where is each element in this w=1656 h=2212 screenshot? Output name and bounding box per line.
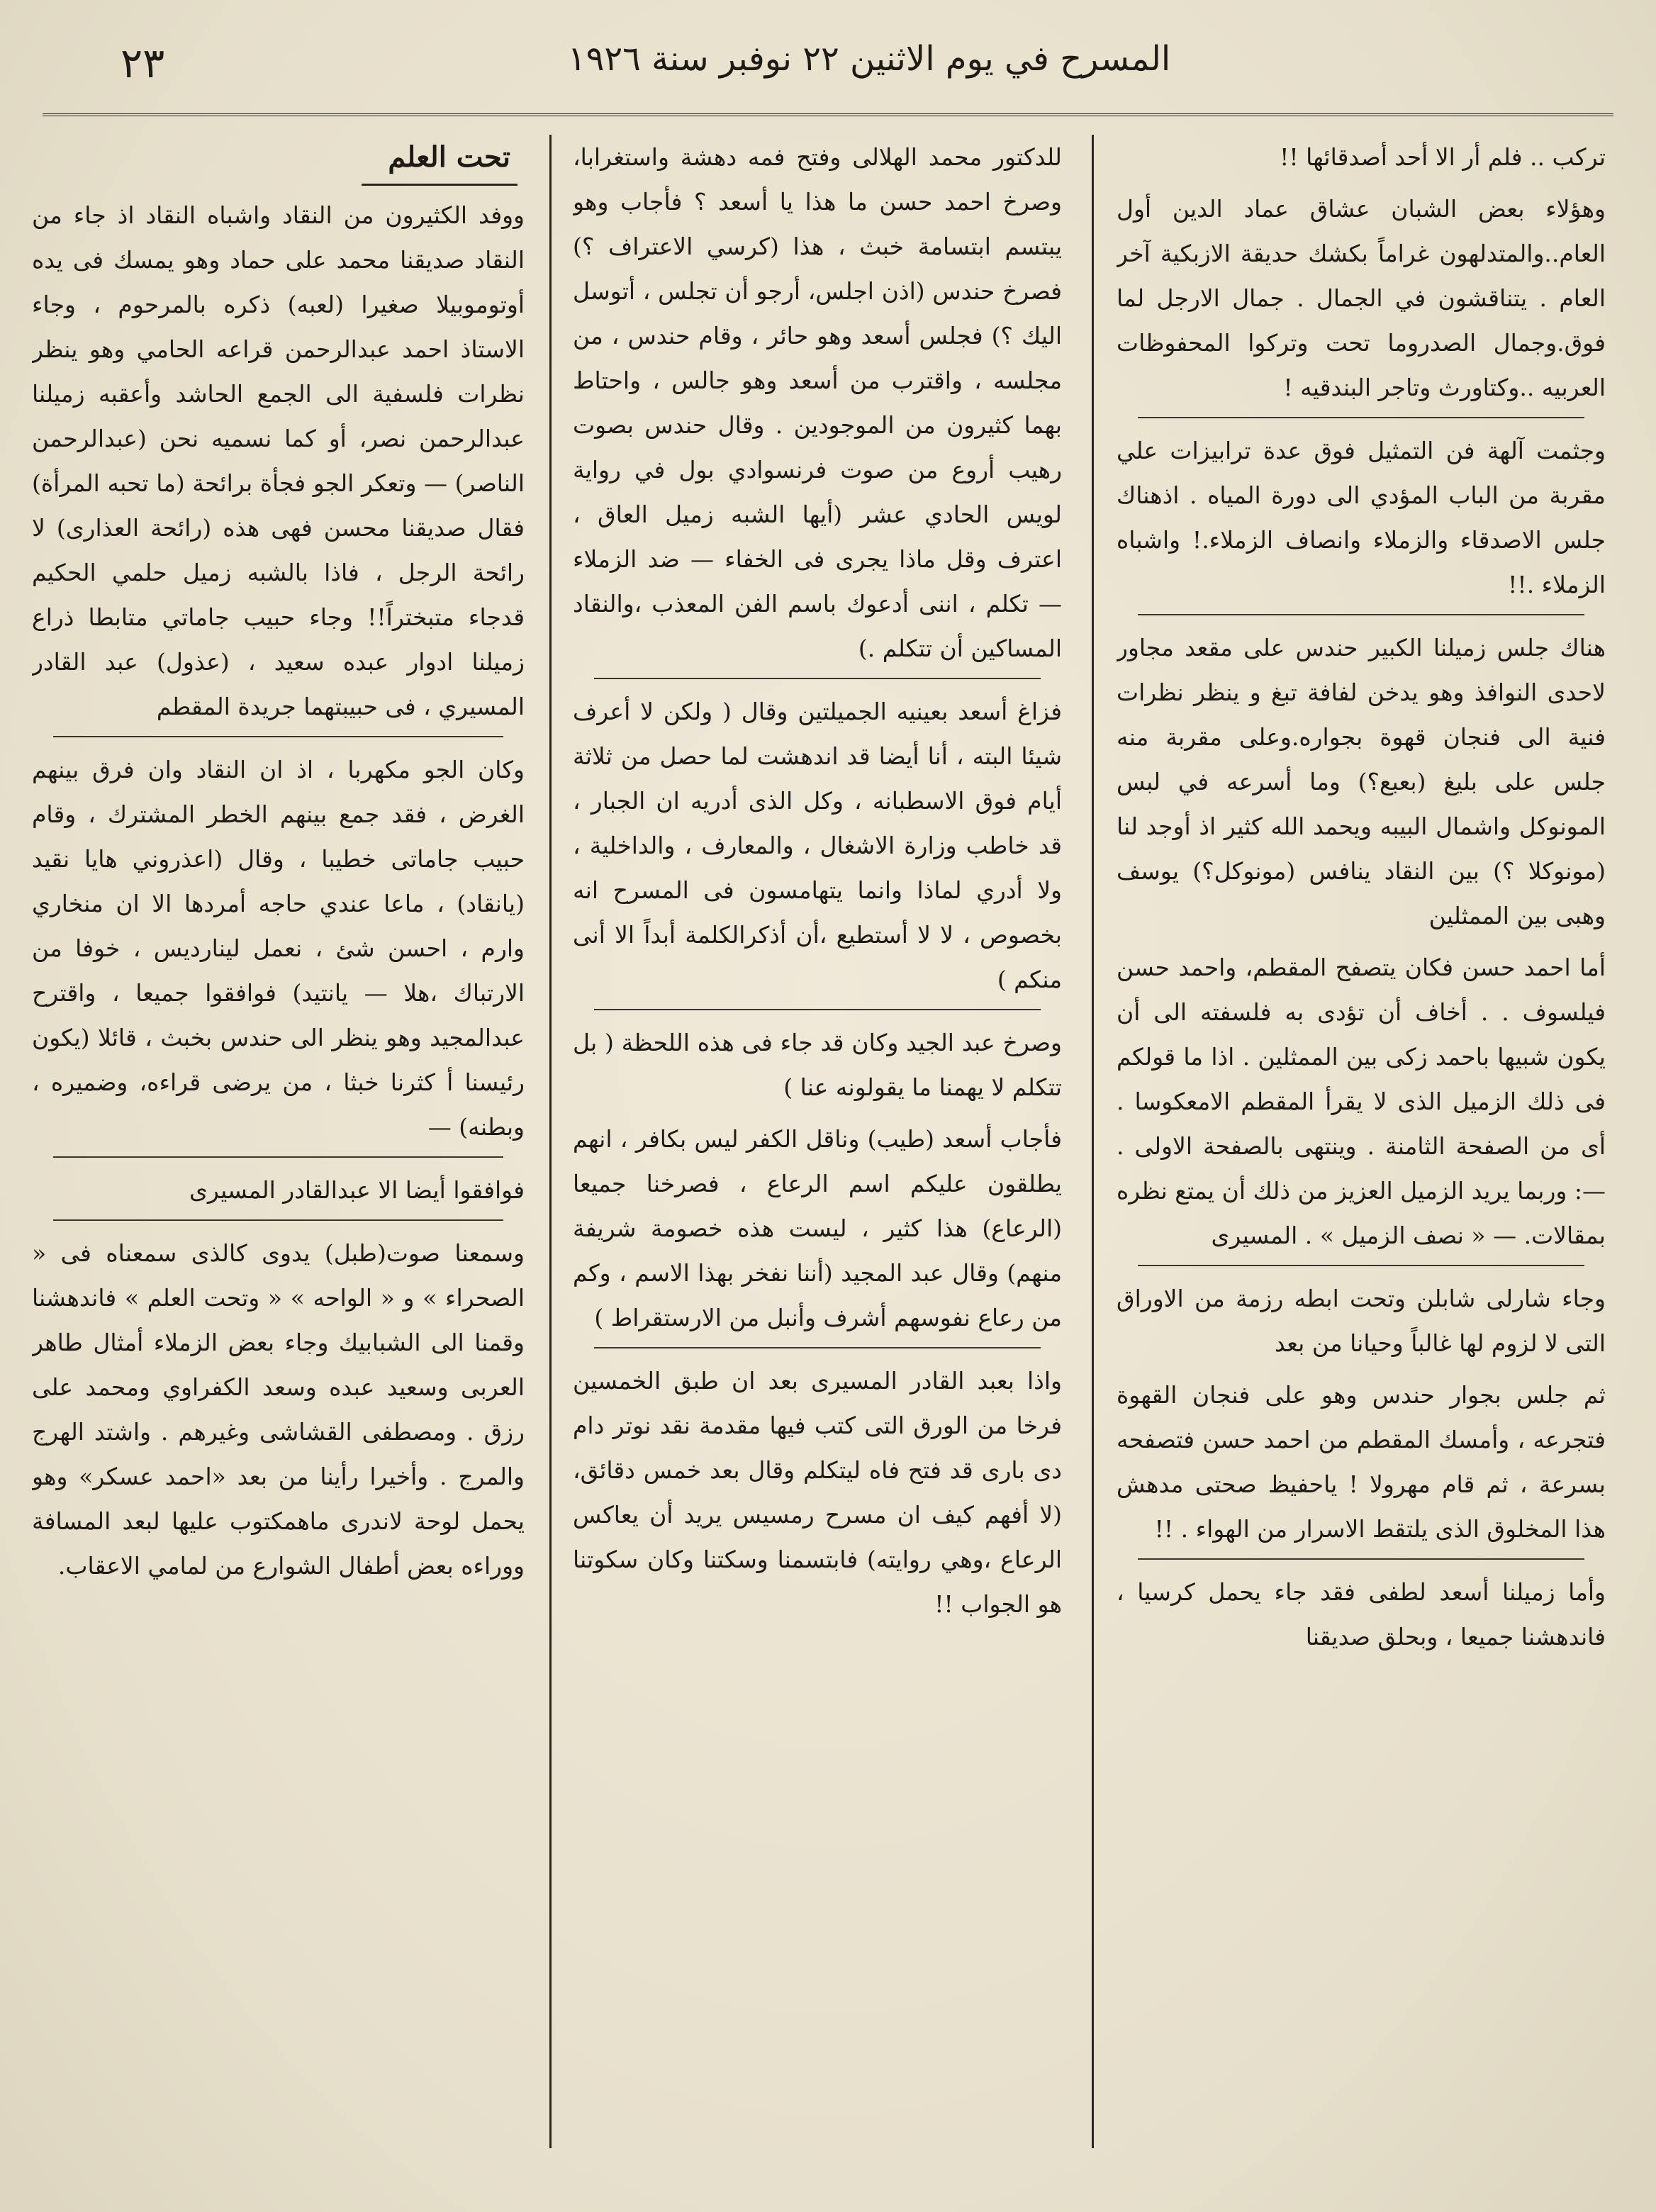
paragraph-separator [53,1156,503,1158]
paragraph-separator [594,1009,1041,1010]
paragraph: أما احمد حسن فكان يتصفح المقطم، واحمد حسن فيلسوف . . أخاف أن تؤدى به فلسفته الى أن يكون شبيها باحمد زكى بين الممثلين . اذا ما قولكم فى ذلك الزميل الذى لا يقرأ المقطم الامعكوسا . أى من الصفحة الثامنة . وينتهى بالصفحة الاولى .—: وربما يريد الزميل العزيز من ذلك أن يمتع نظره بمقالات. — « نصف الزميل » . المسيرى [1117,954,1606,1249]
column-left [32,135,525,2177]
section-title: تحت العلم [388,140,510,174]
page-number: ٢٣ [121,39,165,87]
paragraph: فزاغ أسعد بعينيه الجميلتين وقال ( ولكن لا أعرف شيئا البته ، أنا أيضا قد اندهشت لما حصل من ثلاثة أيام فوق الاسطبانه ، وكل الذى أدريه ان الجبار ، قد خاطب وزارة الاشغال ، والمعارف ، والداخلية ، ولا أدري لماذا وانما يتهامسون فى المسرح انه بخصوص ، لا لا أستطيع ،أن أذكرالكلمة أبداً الا أنى منكم ) [573,698,1062,993]
column-divider-left [549,135,552,2148]
column-divider-right [1092,135,1094,2148]
paragraph: فأجاب أسعد (طيب) وناقل الكفر ليس بكافر ، انهم يطلقون عليكم اسم الرعاع ، فصرخنا جميعا (الرعاع) هذا كثير ، ليست هذه خصومة شريفة منهم) وقال عبد المجيد (أننا نفخر بهذا الاسم ، وكم من رعاع نفوسهم أشرف وأنبل من الارستقراط ) [573,1125,1062,1331]
paragraph: وسمعنا صوت(طبل) يدوى كالذى سمعناه فى « الصحراء » و « الواحه » « وتحت العلم » فاندهشنا وقمنا الى الشبابيك وجاء بعض الزملاء أمثال طاهر العربى وسعيد عبده وسعد الكفراوي ومحمد على رزق . ومصطفى القشاشى وغيرهم . واشتد الهرج والمرج . وأخيرا رأينا من بعد «احمد عسكر» وهو يحمل لوحة لاندرى ماهمكتوب عليها لبعد المسافة ووراءه بعض أطفال الشوارع من لمامي الاعقاب. [32,1239,525,1580]
paragraph-separator [594,678,1041,679]
section-title-underline [362,184,518,186]
paragraph: وكان الجو مكهربا ، اذ ان النقاد وان فرق بينهم الغرض ، فقد جمع بينهم الخطر المشترك ، وقام حبيب جاماتى خطيبا ، وقال (اعذروني هايا نقيد (يانقاد) ، ماعا عندي حاجه أمردها الا ان منخاري وارم ، احسن شئ ، نعمل لينارديس ، خوفا من الارتباك ،هلا — يانتيد) فوافقوا جميعا ، واقترح عبدالمجيد وهو ينظر الى حندس بخبث ، قائلا (يكون رئيسنا أ كثرنا خبثا ، من يرضى قراءه، وضميره ، وبطنه) — [32,756,525,1141]
paragraph: تركب .. فلم أر الا أحد أصدقائها !! [1280,143,1606,171]
paragraph: وأما زميلنا أسعد لطفى فقد جاء يحمل كرسيا ، فاندهشنا جميعا ، وبحلق صديقنا [1117,1578,1606,1650]
paragraph: وهؤلاء بعض الشبان عشاق عماد الدين أول العام..والمتدلهون غراماً بكشك حديقة الازبكية آخر العام . يتناقشون في الجمال . جمال الارجل لما فوق.وجمال الصدروما تحت وتركوا المحفوظات العربيه ..وكتاورث وتاجر البندقيه ! [1117,195,1606,401]
column-right [1117,135,1606,2177]
header-title: المسرح في يوم الاثنين ٢٢ نوفبر سنة ١٩٢٦ [567,39,1171,79]
paragraph-separator [1138,1558,1584,1560]
page-header [43,39,1613,110]
paragraph-separator [1138,614,1584,615]
paragraph: ووفد الكثيرون من النقاد واشباه النقاد اذ جاء من النقاد صديقنا محمد على حماد وهو يمسك فى يده أوتوموبيلا صغيرا (لعبه) ذكره بالمرحوم ، وجاء الاستاذ احمد عبدالرحمن قراعه الحامي وهو ينظر نظرات فلسفية الى الجمع الحاشد وأعقبه زميلنا عبدالرحمن نصر، أو كما نسميه نحن (عبدالرحمن الناصر) — وتعكر الجو فجأة برائحة (ما تحبه المرأة) فقال صديقنا محسن فهى هذه (رائحة العذارى) لا رائحة الرجل ، فاذا بالشبه زميل حلمي الحكيم قدجاء متبختراً!! وجاء حبيب جاماتي متابطا ذراع زميلنا ادوار عبده سعيد ، (عذول) عبد القادر المسيري ، فى حبيبتهما جريدة المقطم [32,201,525,720]
paragraph-separator [53,1219,503,1221]
paragraph: وجثمت آلهة فن التمثيل فوق عدة ترابيزات علي مقربة من الباب المؤدي الى دورة المياه . اذهناك جلس الاصدقاء والزملاء وانصاف الزملاء.! واشباه الزملاء .!! [1117,437,1606,598]
paragraph: ثم جلس بجوار حندس وهو على فنجان القهوة فتجرعه ، وأمسك المقطم من احمد حسن فتصفحه بسرعة ، ثم قام مهرولا ! ياحفيظ صحتى مدهش هذا المخلوق الذى يلتقط الاسرار من الهواء . !! [1117,1381,1606,1543]
paragraph: وصرخ عبد الجيد وكان قد جاء فى هذه اللحظة ( بل تتكلم لا يهمنا ما يقولونه عنا ) [573,1029,1062,1101]
paragraph-separator [594,1347,1041,1348]
paragraph-separator [1138,417,1584,418]
paragraph: للدكتور محمد الهلالى وفتح فمه دهشة واستغرابا، وصرخ احمد حسن ما هذا يا أسعد ؟ فأجاب وهو يبتسم ابتسامة خبث ، هذا (كرسي الاعتراف ؟) فصرخ حندس (اذن اجلس، أرجو أن تجلس ، أتوسل اليك ؟) فجلس أسعد وهو حائر ، وقام حندس ، من مجلسه ، واقترب من أسعد وهو جالس ، واحتاط بهما كثيرون من الموجودين . وقال حندس بصوت رهيب أروع من صوت فرنسوادي بول في رواية لويس الحادي عشر (أيها الشبه زميل العاق ، اعترف وقل ماذا يجرى فى الخفاء — ضد الزملاء — تكلم ، اننى أدعوك باسم الفن المعذب ،والنقاد المساكين أن تتكلم .) [573,143,1062,662]
paragraph: وجاء شارلى شابلن وتحت ابطه رزمة من الاوراق التى لا لزوم لها غالباً وحيانا من بعد [1117,1285,1606,1357]
paragraph: هناك جلس زميلنا الكبير حندس على مقعد مجاور لاحدى النوافذ وهو يدخن لفافة تبغ و ينظر نظرات فنية الى فنجان قهوة بجواره.وعلى مقربة منه جلس على بليغ (بعبع؟) وما أسرعه في لبس المونوكل واشمال البيبه ويحمد الله كثير اذ أوجد لنا (مونوكلا ؟) بين النقاد ينافس (مونوكل؟) يوسف وهبى بين الممثلين [1117,634,1606,929]
paragraph: فوافقوا أيضا الا عبدالقادر المسيرى [189,1176,525,1204]
header-rule [43,113,1613,116]
column-middle [573,135,1062,2177]
paragraph-separator [53,736,503,737]
paragraph: واذا بعبد القادر المسيرى بعد ان طبق الخمسين فرخا من الورق التى كتب فيها مقدمة نقد نوتر دام دى بارى قد فتح فاه ليتكلم وقال بعد خمس دقائق، (لا أفهم كيف ان مسرح رمسيس يريد أن يعاكس الرعاع ،وهي روايته) فابتسمنا وسكتنا وكان سكوتنا هو الجواب !! [573,1367,1062,1618]
paragraph-separator [1138,1265,1584,1266]
